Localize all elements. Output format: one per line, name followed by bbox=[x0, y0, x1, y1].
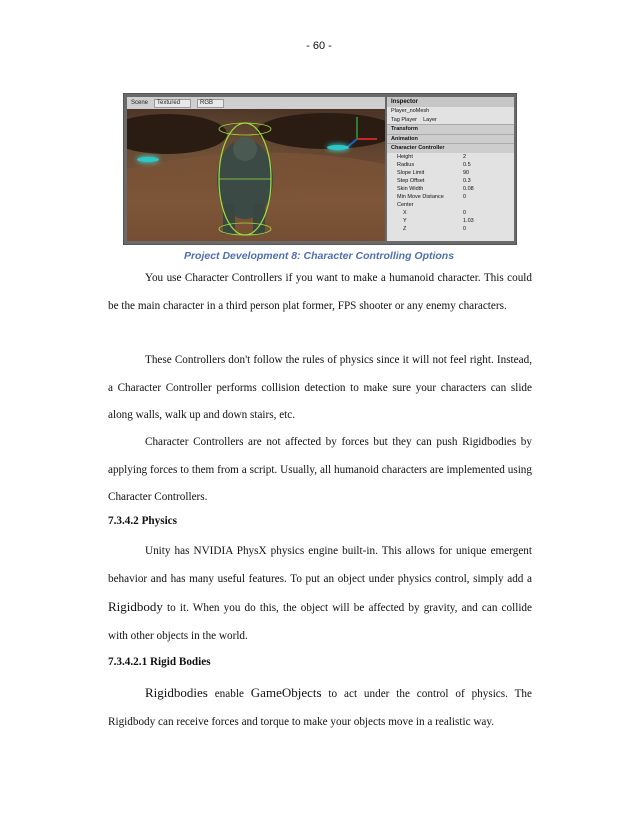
center-row: Y 1.03 bbox=[403, 217, 474, 224]
gameobjects-term: GameObjects bbox=[250, 685, 322, 700]
object-name: Player_noMesh bbox=[391, 108, 430, 114]
animation-component: Animation bbox=[387, 134, 514, 144]
shading-mode-dropdown: Textured bbox=[154, 99, 191, 108]
page-number: - 60 - bbox=[306, 40, 332, 52]
paragraph-1 bbox=[108, 265, 532, 320]
paragraph-text: Rigidbodies enable GameObjects to act under the control of physics. The Rigidbody can receive forces and torque to make your objects move in a realistic way. bbox=[108, 685, 532, 728]
section-heading-rigid-bodies: 7.3.4.2.1 Rigid Bodies bbox=[108, 656, 211, 668]
paragraph-text: Unity has NVIDIA PhysX physics engine built-in. This allows for unique emergent behavior and has many useful features. To put an object under physics control, simply add a Rigidbody to it. When you do this, the object will be affected by gravity, and can collide with other objects in the world. bbox=[108, 545, 532, 642]
paragraph-text: Character Controllers are not affected by forces but they can push Rigidbodies by applying forces to them from a script. Usually, all humanoid characters are implemented using Character Controllers. bbox=[108, 436, 532, 503]
tag-layer-row bbox=[387, 116, 514, 125]
paragraph-3 bbox=[108, 429, 532, 512]
scene-render bbox=[127, 109, 385, 241]
property-row: Radius 0.5 bbox=[397, 161, 471, 168]
scene-panel bbox=[127, 97, 385, 241]
character-controller-component: Character Controller bbox=[387, 143, 514, 153]
paragraph-4 bbox=[108, 538, 532, 650]
rigidbody-term: Rigidbody bbox=[108, 599, 163, 614]
color-mode-dropdown: RGB bbox=[197, 99, 224, 108]
layer-label: Layer bbox=[423, 116, 437, 123]
scene-toolbar bbox=[127, 97, 385, 109]
scene-viewport bbox=[127, 109, 385, 241]
unity-editor-figure bbox=[123, 93, 517, 245]
paragraph-5 bbox=[108, 679, 532, 736]
center-row: Z 0 bbox=[403, 225, 467, 232]
tag-label: Tag bbox=[391, 116, 400, 123]
inspector-panel bbox=[387, 97, 514, 241]
property-row: Height 2 bbox=[397, 153, 467, 160]
paragraph-text: You use Character Controllers if you want to make a humanoid character. This could be the main character in a third person plat former, FPS shooter or any enemy characters. bbox=[108, 272, 532, 312]
tag-value: Player bbox=[401, 116, 417, 123]
teal-light-right bbox=[327, 145, 349, 150]
rigidbodies-term: Rigidbodies bbox=[145, 685, 208, 700]
transform-component: Transform bbox=[387, 124, 514, 134]
paragraph-text: These Controllers don't follow the rules of physics since it will not feel right. Instead, a Character Controller performs collision detection to make sure your characters can slide along walls, walk up and down stairs, etc. bbox=[108, 354, 532, 421]
teal-light-left bbox=[137, 157, 159, 162]
character-model bbox=[217, 123, 273, 235]
property-row: Step Offset 0.3 bbox=[397, 177, 471, 184]
paragraph-2 bbox=[108, 347, 532, 430]
section-heading-physics: 7.3.4.2 Physics bbox=[108, 515, 177, 527]
inspector-title: Inspector bbox=[387, 97, 514, 107]
center-row: X 0 bbox=[403, 209, 467, 216]
property-row: Min Move Distance 0 bbox=[397, 193, 467, 200]
center-label: Center bbox=[397, 201, 414, 208]
scene-tab: Scene bbox=[131, 100, 149, 106]
figure-caption: Project Development 8: Character Controlling Options bbox=[183, 250, 455, 262]
property-row: Slope Limit 90 bbox=[397, 169, 470, 176]
property-row: Skin Width 0.08 bbox=[397, 185, 474, 192]
